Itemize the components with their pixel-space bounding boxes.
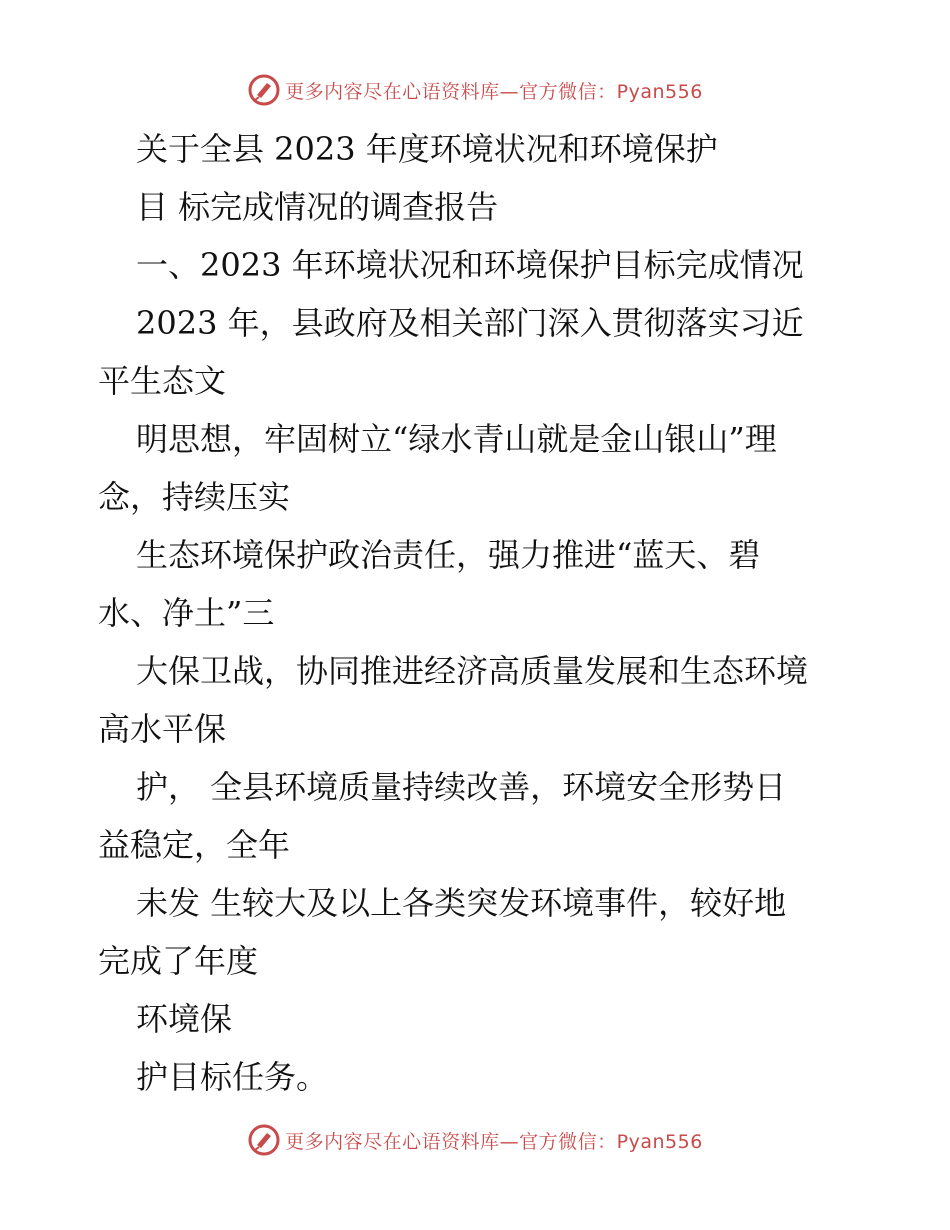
paragraph-line: 环境保 <box>136 1000 233 1038</box>
paragraph-line: 护目标任务。 <box>136 1058 329 1096</box>
watermark-text: 更多内容尽在心语资料库—官方微信：Pyan556 <box>285 80 703 103</box>
paragraph-line: 高水平保 <box>98 710 227 748</box>
brand-logo-icon <box>247 73 281 107</box>
paragraph-line: 完成了年度 <box>98 942 259 980</box>
paragraph-line: 念，持续压实 <box>98 478 291 516</box>
paragraph-line: 护， 全县环境质量持续改善，环境安全形势日 <box>136 768 787 806</box>
section-heading: 一、2023 年环境状况和环境保护目标完成情况 <box>136 246 804 284</box>
paragraph-line: 明思想，牢固树立“绿水青山就是金山银山”理 <box>136 420 777 458</box>
watermark-header <box>0 70 950 110</box>
paragraph-line: 益稳定，全年 <box>98 826 291 864</box>
paragraph-line: 水、净土”三 <box>98 594 275 632</box>
paragraph-line: 2023 年，县政府及相关部门深入贯彻落实习近 <box>136 304 804 342</box>
title-line-1: 关于全县 2023 年度环境状况和环境保护 <box>136 130 718 168</box>
watermark-footer <box>0 1120 950 1160</box>
paragraph-line: 生态环境保护政治责任，强力推进“蓝天、碧 <box>136 536 761 574</box>
brand-logo-icon <box>247 1123 281 1157</box>
paragraph-line: 平生态文 <box>98 362 227 400</box>
title-line-2: 目 标完成情况的调查报告 <box>136 188 499 226</box>
document-body <box>98 120 878 1106</box>
paragraph-line: 大保卫战，协同推进经济高质量发展和生态环境 <box>136 652 809 690</box>
paragraph-line: 未发 生较大及以上各类突发环境事件，较好地 <box>136 884 787 922</box>
watermark-text: 更多内容尽在心语资料库—官方微信：Pyan556 <box>285 1130 703 1153</box>
